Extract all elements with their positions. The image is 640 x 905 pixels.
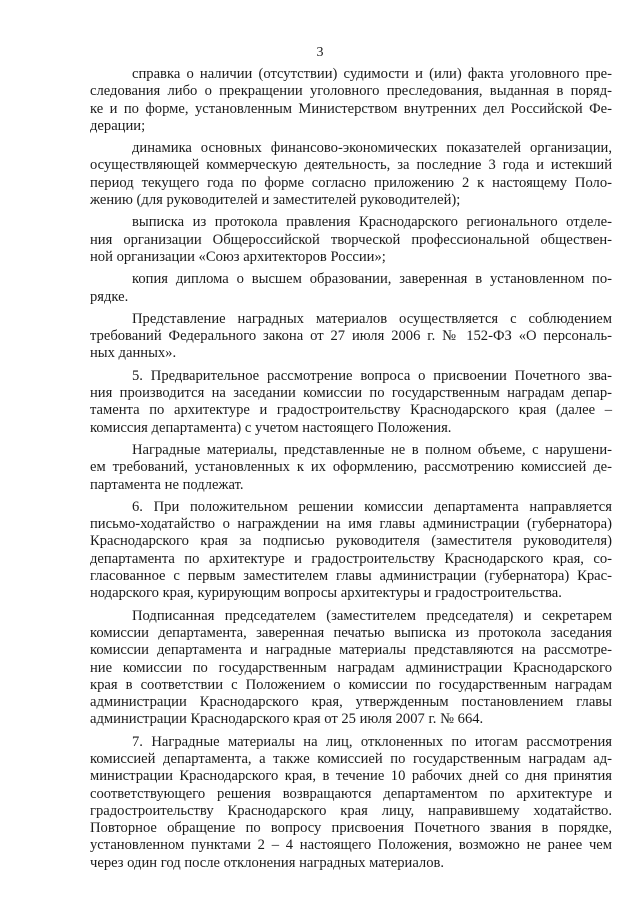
text-line: 7. Наградные материалы на лиц, отклоненных по итогам рассмотрения [132, 733, 612, 750]
text-line: требований Федерального закона от 27 июля 2006 г. № 152-ФЗ «О персональ- [90, 328, 612, 345]
text-line: динамика основных финансово-экономических показателей организации, [132, 140, 612, 157]
text-line: период текущего года по форме согласно приложению 2 к настоящему Поло- [90, 174, 612, 191]
text-line: комиссии департамента, заверенная печатью выписка из протокола заседания [90, 624, 612, 641]
text-line: администрации Краснодарского края, утвержденным постановлением главы [90, 694, 612, 711]
paragraph-personal-data-compliance [90, 311, 612, 363]
text-line: дерации; [90, 117, 146, 134]
text-line: министрации Краснодарского края, в течение 10 рабочих дней со дня принятия [90, 768, 612, 785]
paragraph-criminal-record-certificate [90, 66, 612, 135]
text-line: письмо-ходатайство о награждении на имя главы администрации (губернатора) [90, 516, 612, 533]
text-line: Краснодарского края за подписью руководителя (заместителя руководителя) [90, 533, 612, 550]
paragraph-clause-5 [90, 368, 612, 437]
text-line: нодарского края, курирующим вопросы архитектуры и градостроительства. [90, 585, 562, 602]
text-line: тамента по архитектуре и градостроительству Краснодарского края (далее – [90, 402, 612, 419]
text-line: 6. При положительном решении комиссии департамента направляется [132, 498, 612, 515]
paragraph-clause-6 [90, 499, 612, 603]
document-body [90, 66, 612, 877]
text-line: Повторное обращение по вопросу присвоения Почетного звания в порядке, [90, 820, 612, 837]
text-line: Представление наградных материалов осуществляется с соблюдением [132, 310, 612, 327]
text-line: справка о наличии (отсутствии) судимости и (или) факта уголовного пре- [132, 66, 612, 82]
paragraph-diploma-copy [90, 271, 612, 306]
text-line: следования либо о прекращении уголовного преследования, выданная в поряд- [90, 83, 612, 100]
text-line: Наградные материалы, представленные не в полном объеме, с нарушени- [132, 441, 612, 458]
text-line: через один год после отклонения наградных материалов. [90, 854, 445, 871]
text-line: жению (для руководителей и заместителей руководителей); [90, 192, 461, 209]
text-line: ем требований, установленных к их оформлению, рассмотрению комиссией де- [90, 459, 612, 476]
text-line: администрации Краснодарского края от 25 июля 2007 г. № 664. [90, 711, 484, 728]
text-line: ке и по форме, установленным Министерством внутренних дел Российской Фе- [90, 100, 612, 117]
paragraph-clause-7 [90, 734, 612, 872]
text-line: комиссия департамента) с учетом настоящего Положения. [90, 419, 452, 436]
text-line: Подписанная председателем (заместителем председателя) и секретарем [132, 607, 612, 624]
paragraph-board-protocol-extract [90, 214, 612, 266]
paragraph-clause-6-signed-extract [90, 608, 612, 729]
text-line: края в соответствии с Положением о комиссии по государственным наградам [90, 676, 612, 693]
text-line: ния организации Общероссийской творческой профессиональной обществен- [90, 231, 612, 248]
text-line: градостроительству Краснодарского края лицу, направившему ходатайство. [90, 802, 612, 819]
text-line: партамента не подлежат. [90, 476, 244, 493]
paragraph-financial-dynamics [90, 140, 612, 209]
text-line: осуществляющей коммерческую деятельность, за последние 3 года и истекший [90, 157, 612, 174]
text-line: ных данных». [90, 345, 177, 362]
text-line: ние комиссии по государственным наградам администрации Краснодарского [90, 659, 612, 676]
text-line: ной организации «Союз архитекторов России»; [90, 248, 386, 265]
text-line: комиссией департамента, а также комиссией по государственным наградам ад- [90, 750, 612, 767]
text-line: установленном пунктами 2 – 4 настоящего Положения, возможно не ранее чем [90, 837, 612, 854]
text-line: соответствующего решения возвращаются департаментом по архитектуре и [90, 785, 612, 802]
text-line: копия диплома о высшем образовании, заверенная в установленном по- [132, 271, 612, 288]
page-number: 3 [316, 45, 324, 60]
text-line: 5. Предварительное рассмотрение вопроса о присвоении Почетного зва- [132, 367, 612, 384]
text-line: рядке. [90, 288, 129, 305]
paragraph-clause-5-incomplete [90, 442, 612, 494]
text-line: комиссии департамента и наградные материалы представляются на рассмотре- [90, 642, 612, 659]
text-line: выписка из протокола правления Краснодарского регионального отделе- [132, 214, 612, 231]
text-line: ния производится на заседании комиссии по государственным наградам депар- [90, 385, 612, 402]
text-line: департамента по архитектуре и градостроительству Краснодарского края, со- [90, 550, 612, 567]
text-line: гласованное с первым заместителем главы администрации (губернатора) Крас- [90, 568, 612, 585]
